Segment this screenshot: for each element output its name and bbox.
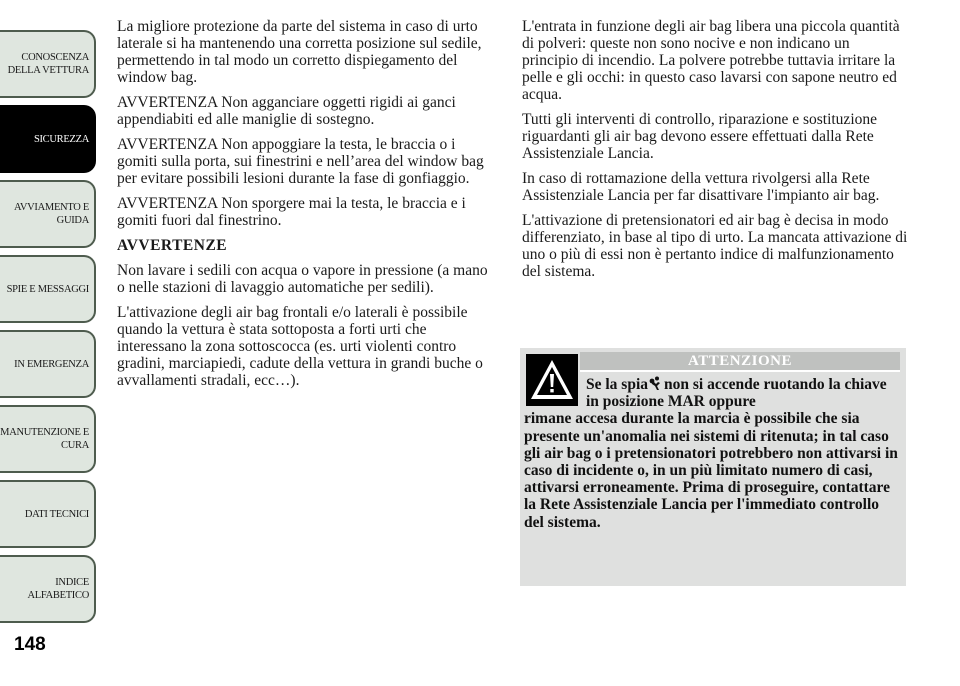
tab-in-emergenza[interactable] xyxy=(0,330,96,398)
paragraph-warning-window: AVVERTENZA Non sporgere mai la testa, le braccia e i gomiti fuori dal finestrino. xyxy=(117,195,466,229)
left-column xyxy=(117,18,497,397)
paragraph-airbag-activation: L'attivazione degli air bag frontali e/o laterali è possibile quando la vettura è stata sottoposta a forti urti che interessano la zona sottoscocca (es. urti violenti contro gradini, marciapiedi, cadute della vettura in grandi buche o avvallamenti stradali, ecc…). xyxy=(117,304,483,389)
tab-dati-tecnici[interactable] xyxy=(0,480,96,548)
sidebar-nav xyxy=(0,0,100,640)
tab-sicurezza[interactable] xyxy=(0,105,96,173)
tab-indice-alfabetico[interactable] xyxy=(0,555,96,623)
tab-label: INDICE ALFABETICO xyxy=(27,577,89,601)
attention-text xyxy=(524,376,900,531)
paragraph-side-protection: La migliore protezione da parte del sistema in caso di urto laterale si ha mantenendo una corretta posizione sul sedile, permettendo in tal modo un corretto dispiegamento del window bag. xyxy=(117,18,482,86)
paragraph-service-network: Tutti gli interventi di controllo, riparazione e sostituzione riguardanti gli air bag devono essere effettuati dalla Rete Assistenziale Lancia. xyxy=(522,111,878,162)
right-column xyxy=(522,18,908,288)
tab-label: IN EMERGENZA xyxy=(14,358,89,370)
tab-conoscenza-della-vettura[interactable] xyxy=(0,30,96,98)
attention-box xyxy=(520,348,906,586)
paragraph-seat-washing: Non lavare i sedili con acqua o vapore in pressione (a mano o nelle stazioni di lavaggio automatiche per sedili). xyxy=(117,262,488,296)
page-number: 148 xyxy=(14,634,46,655)
paragraph-scrapping: In caso di rottamazione della vettura rivolgersi alla Rete Assistenziale Lancia per far disattivare l'impianto air bag. xyxy=(522,170,880,204)
tab-manutenzione-e-cura[interactable] xyxy=(0,405,96,473)
tab-spie-e-messaggi[interactable] xyxy=(0,255,96,323)
tab-label: CONOSCENZA DELLA VETTURA xyxy=(7,52,89,76)
tab-label: DATI TECNICI xyxy=(24,508,89,520)
section-heading-avvertenze: AVVERTENZE xyxy=(117,237,228,254)
tab-label: AVVIAMENTO E GUIDA xyxy=(13,202,89,226)
attention-text-after-icon: non si accende ruotando la chiave in posizione MAR oppure xyxy=(586,376,887,411)
airbag-warning-light-icon xyxy=(649,376,663,391)
attention-text-start: Se la spia xyxy=(586,376,649,393)
tab-label: SPIE E MESSAGGI xyxy=(6,283,89,295)
tab-avviamento-e-guida[interactable] xyxy=(0,180,96,248)
attention-text-rest: rimane accesa durante la marcia è possibile che sia presente un'anomalia nei sistemi di ritenuta; in tal caso gli air bag o i pretensionatori potrebbero non attivarsi in caso di incidente o, in un più limitato numero di casi, attivarsi erroneamente. Prima di proseguire, contattare la Rete Assistenziale Lancia per l'immediato controllo del sistema. xyxy=(524,410,898,531)
paragraph-pretensioner-activation: L'attivazione di pretensionatori ed air bag è decisa in modo differenziato, in base al tipo di urto. La mancata attivazione di uno o più di essi non è pertanto indice di malfunzionamento del sistema. xyxy=(522,212,908,280)
attention-title: ATTENZIONE xyxy=(580,352,900,372)
paragraph-warning-head-door: AVVERTENZA Non appoggiare la testa, le braccia o i gomiti sulla porta, sui finestrini e nell’area del window bag per evitare possibili lesioni durante la fase di gonfiaggio. xyxy=(117,136,484,187)
tab-label: SICUREZZA xyxy=(33,133,89,145)
paragraph-airbag-powder: L'entrata in funzione degli air bag libera una piccola quantità di polveri: queste non sono nocive e non indicano un principio di incendio. La polvere potrebbe tuttavia irritare la pelle e gli occhi: in questo caso lavarsi con sapone neutro ed acqua. xyxy=(522,18,900,103)
paragraph-warning-hooks: AVVERTENZA Non agganciare oggetti rigidi ai ganci appendiabiti ed alle maniglie di sostegno. xyxy=(117,94,456,128)
tab-label: MANUTENZIONE E CURA xyxy=(0,427,89,451)
